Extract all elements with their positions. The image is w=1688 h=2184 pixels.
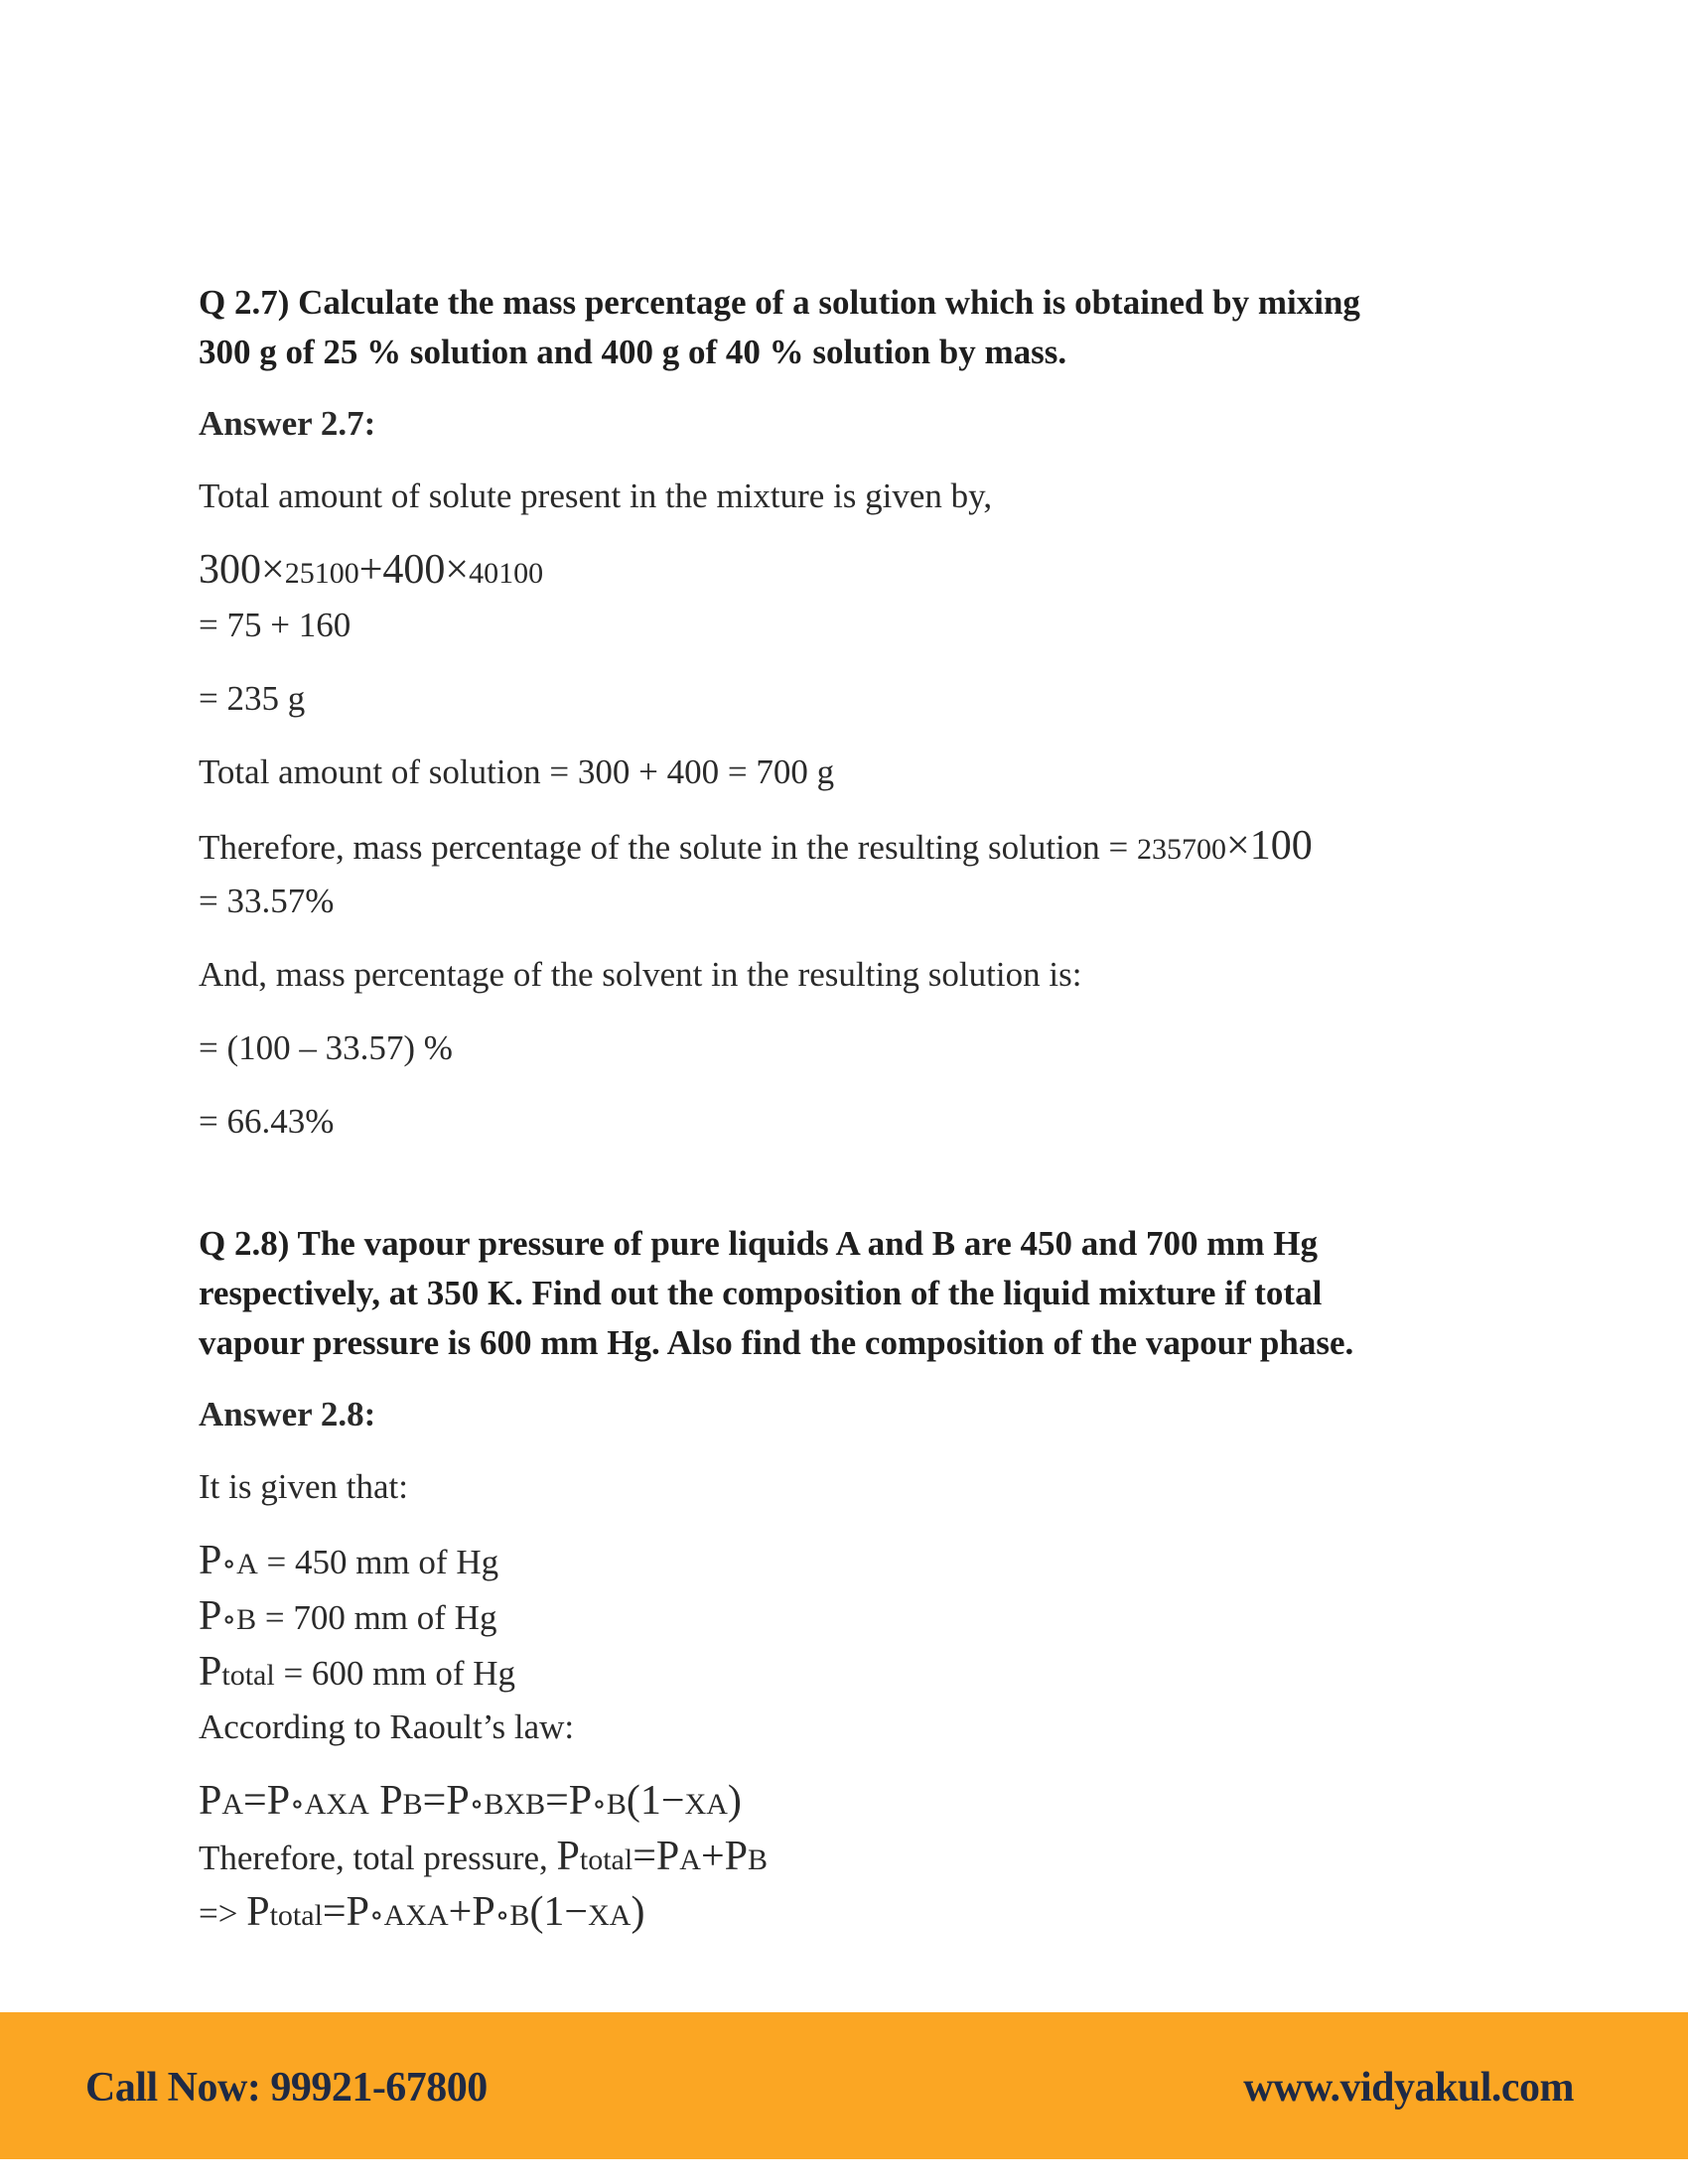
eq-part: A bbox=[679, 1843, 701, 1876]
eq-part: A bbox=[221, 1788, 244, 1821]
eq-part: total bbox=[579, 1843, 633, 1876]
solute-expression bbox=[199, 544, 1489, 600]
expr-part: 40100 bbox=[469, 557, 544, 590]
eq-part: ) bbox=[727, 1778, 742, 1824]
expr-part: 300× bbox=[199, 547, 285, 593]
ptotal-symbol: P bbox=[199, 1649, 222, 1695]
solvent-step-1: = (100 – 33.57) % bbox=[199, 1028, 453, 1067]
given-ptotal bbox=[199, 1646, 1489, 1702]
expr-part: 25100 bbox=[284, 557, 359, 590]
mass-percentage-tail: ×100 bbox=[1226, 823, 1313, 869]
raoult-equation bbox=[199, 1775, 1489, 1831]
eq-part: P bbox=[368, 1778, 403, 1824]
eq-part: ∘AXA bbox=[290, 1788, 369, 1821]
total-solution: Total amount of solution = 300 + 400 = 700 g bbox=[199, 752, 835, 791]
website-link[interactable]: www.vidyakul.com bbox=[1243, 2065, 1574, 2111]
eq-part: +P bbox=[448, 1889, 495, 1935]
eq-prefix: Therefore, total pressure, bbox=[199, 1839, 557, 1877]
eq-part: =P bbox=[633, 1834, 680, 1879]
eq-part: =P bbox=[322, 1889, 369, 1935]
eq-part: P bbox=[556, 1834, 580, 1879]
question-2-8-line3: vapour pressure is 600 mm Hg. Also find the composition of the vapour phase. bbox=[199, 1323, 1354, 1362]
mass-percentage-result: = 33.57% bbox=[199, 882, 335, 920]
eq-part: ∘B bbox=[592, 1788, 627, 1821]
solvent-intro: And, mass percentage of the solvent in the resulting solution is: bbox=[199, 955, 1082, 994]
pa-value: = 450 mm of Hg bbox=[257, 1543, 499, 1581]
eq-part: ∘B bbox=[494, 1899, 530, 1932]
mass-percentage-fraction: 235700 bbox=[1137, 833, 1227, 866]
eq-part: (1− bbox=[626, 1778, 685, 1824]
solute-step-2: = 235 g bbox=[199, 679, 306, 718]
solvent-step-2: = 66.43% bbox=[199, 1102, 335, 1141]
eq-part: XA bbox=[684, 1788, 728, 1821]
eq-prefix: => bbox=[199, 1894, 247, 1933]
call-now-link[interactable]: Call Now: 99921-67800 bbox=[85, 2065, 488, 2111]
total-pressure-equation bbox=[199, 1831, 1489, 1886]
pa-subscript: ∘A bbox=[221, 1548, 258, 1580]
solute-intro: Total amount of solute present in the mixture is given by, bbox=[199, 477, 993, 515]
document-body bbox=[199, 278, 1489, 1942]
eq-part: (1− bbox=[529, 1889, 589, 1935]
question-2-8-line2: respectively, at 350 K. Find out the composition of the liquid mixture if total bbox=[199, 1274, 1323, 1312]
pb-symbol: P bbox=[199, 1593, 222, 1639]
eq-part: P bbox=[199, 1778, 222, 1824]
pa-symbol: P bbox=[199, 1538, 222, 1583]
answer-2-8-label: Answer 2.8: bbox=[199, 1395, 376, 1433]
mass-percentage-line bbox=[199, 820, 1489, 876]
expanded-pressure-equation bbox=[199, 1886, 1489, 1942]
eq-part: total bbox=[269, 1899, 323, 1932]
question-2-8 bbox=[199, 1219, 1489, 1368]
eq-part: B bbox=[747, 1843, 768, 1876]
given-pb bbox=[199, 1590, 1489, 1646]
question-2-8-line1: Q 2.8) The vapour pressure of pure liquids A and B are 450 and 700 mm Hg bbox=[199, 1224, 1319, 1263]
eq-part: ) bbox=[631, 1889, 645, 1935]
given-pa bbox=[199, 1535, 1489, 1590]
eq-part: XA bbox=[588, 1899, 632, 1932]
pb-subscript: ∘B bbox=[221, 1603, 257, 1636]
eq-part: =P bbox=[243, 1778, 291, 1824]
mass-percentage-text: Therefore, mass percentage of the solute in the resulting solution = bbox=[199, 828, 1138, 867]
answer-2-7-label: Answer 2.7: bbox=[199, 404, 376, 443]
given-intro: It is given that: bbox=[199, 1467, 408, 1506]
eq-part: =P bbox=[422, 1778, 470, 1824]
ptotal-value: = 600 mm of Hg bbox=[274, 1654, 516, 1693]
eq-part: =P bbox=[545, 1778, 593, 1824]
expr-part: +400× bbox=[358, 547, 470, 593]
pb-value: = 700 mm of Hg bbox=[256, 1598, 497, 1637]
eq-part: ∘BXB bbox=[469, 1788, 546, 1821]
solute-step-1: = 75 + 160 bbox=[199, 606, 352, 644]
question-2-7-line2: 300 g of 25 % solution and 400 g of 40 % solution by mass. bbox=[199, 333, 1067, 371]
question-2-7 bbox=[199, 278, 1489, 377]
eq-part: +P bbox=[700, 1834, 748, 1879]
eq-part: ∘AXA bbox=[368, 1899, 449, 1932]
question-2-7-line1: Q 2.7) Calculate the mass percentage of a solution which is obtained by mixing bbox=[199, 283, 1360, 322]
raoult-intro: According to Raoult’s law: bbox=[199, 1707, 575, 1746]
eq-part: B bbox=[402, 1788, 423, 1821]
eq-part: P bbox=[246, 1889, 270, 1935]
ptotal-subscript: total bbox=[221, 1659, 275, 1692]
footer-banner bbox=[0, 2012, 1688, 2159]
